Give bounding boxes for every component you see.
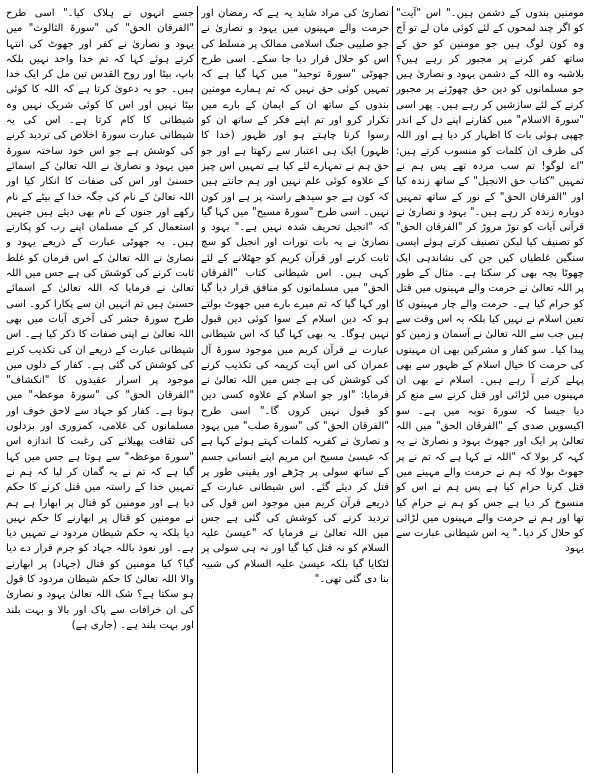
text-column-right: [396, 6, 584, 773]
text-column-left: [6, 6, 194, 773]
column-text: مومنین بندوں کے دشمن ہیں۔" اس "آیت" کو اگر چند لمحوں کے لئے کوئی مان لے تو آج وہ کون لوگ ہیں جو مومنین کو حق کے ساتھ کفر کرنے پر مجبور کر رہے ہیں؟ بلاشبہ وہ اللہ کے دشمن یہود و نصاریٰ ہیں جو مسلمانوں کو دین حق چھوڑنے پر مجبور کرنے کے لئے سازشیں کر رہے ہیں۔ پھر اسی "سورۃ الاسلام" میں کفارنے اپنے دل کے اندر چھپی ہوئی بات کا اظہار کر دیا ہے اور اللہ کی طرف ان کلمات کو منسوب کرتے ہیں: "اے لوگو! تم سب مردہ تھے پس ہم نے تمہیں "کتاب حق الانجیل" کے ساتھ زندہ کیا اور "الفرقان الحق" کے نور کے ساتھ تمہیں دوبارہ زندہ کر رہے ہیں۔" یہود و نصاریٰ نے قرآنی آیات کو توڑ مروڑ کر "الفرقان الحق" کو تصنیف کیا لیکن تصنیف کرتے ہوئے ایسی سنگین غلطیاں کیں جن کی نشاندہی ایک چھوٹا بچہ بھی کر سکتا ہے۔ مثال کے طور پر اللہ تعالیٰ نے حرمت والے مہینوں میں قتل کو حرام کیا ہے۔ حرمت والے چار مہینوں کا تعین اسلام نے نہیں کیا بلکہ یہ اس وقت سے ہیں جب سے اللہ تعالیٰ نے آسمان و زمین کو پیدا کیا۔ سو کفار و مشرکین بھی ان مہینوں کی حرمت کا خیال اسلام کے ظہور سے بھی پہلے کرتے آ رہے ہیں۔ اسلام نے بھی ان مہینوں میں لڑائی اور قتل کرنے سے منع کر دیا جیسا کہ سورۃ توبہ میں ہے۔ سو اکیسویں صدی کے "الفرقان الحق" میں اللہ تعالیٰ پر ایک اور جھوٹ یہود و نصاریٰ نے یہ کہہ کر بولا کہ "اللہ نے کہا ہے کہ تم نے پر جھوٹ بولا کہ ہم نے حرمت والے مہینے میں قتل کرنا حرام کیا ہے پس ہم نے اس کو منسوخ کر دیا ہے جس کو ہم نے حرام کیا تھا اور ہم نے حرمت والے مہینوں میں لڑائی کو حلال کر دیا۔" یہ اس شیطانی عبارت سے یہود: [396, 8, 584, 555]
column-text: نصاریٰ کی مراد شاید یہ ہے کہ رمضان اور حرمت والے مہینوں میں یہود و نصاریٰ نے جو صلیبی جنگ اسلامی ممالک پر مسلط کی اس کو حلال قرار دیا جا سکے۔ اسی طرح جھوٹی "سورۃ توحید" میں کہا گیا ہے کہ تمہیں کوئی حق نہیں کہ تم ہمارے مومنین بندوں کے ساتھ ان کے ایمان کے بارے میں تکرار کرو اور تم اپنے فکر کے ساتھ ان کو رسوا کرنا چاہتے ہو اور ظہور (خدا کا ظہور) ایک ہی اعتبار سے رکھتا ہے اور جو حق ہم نے تمہارے لئے کیا ہے تمہیں اس چیز کے علاوہ کوئی علم نہیں اور ہم جانتے ہیں کہ کون ہے جو سیدھے راستہ پر ہے اور کون نہیں۔ اسی طرح "سورۃ مسیح" میں کہا گیا کہ "انجیل تحریف شدہ نہیں ہے۔" یہود و نصاریٰ نے یہ بات تورات اور انجیل کو سچ ثابت کرنے اور قرآن کریم کو جھٹلانے کے لئے کہی ہیں۔ اس شیطانی کتاب "الفرقان الحق" میں مسلمانوں کو منافق قرار دیا گیا اور کہا گیا کہ تم میرے بارے میں جھوٹ بولتے ہو کہ دین اسلام کے سوا کوئی دین قبول نہیں ہوگا۔ یہ بھی کہا گیا کہ اس شیطانی عبارت نے قرآن کریم میں موجود سورۃ آل عمران کی اس آیت کریمہ کی تکذیب کرنے کی کوشش کی ہے جس میں اللہ تعالیٰ نے فرمایا: "اور جو اسلام کے علاوہ کسی دین کو قبول نہیں کروں گا۔" اسی طرح "الفرقان الحق" کی "سورۃ صلب" میں یہود و نصاریٰ نے کفریہ کلمات کہتے ہوئے کہا ہے کہ عیسیٰ مسیح ابن مریم اپنے انسانی جسم کے ساتھ سولی پر چڑھے اور یقینی طور پر قتل کر دیئے گئے۔ اس شیطانی عبارت کے ذریعے قرآن کریم میں موجود اس قول کی تردید کرنے کی کوشش کی گئی ہے جس میں اللہ تعالیٰ نے فرمایا کہ "عیسیٰ علیہ السلام کو نہ قتل کیا گیا اور نہ ہی سولی پر لٹکایا گیا بلکہ عیسیٰ علیہ السلام کی شبیہ بنا دی گئی تھی۔": [201, 8, 389, 585]
text-column-middle: [201, 6, 389, 773]
column-divider: [197, 6, 198, 773]
column-divider: [392, 6, 393, 773]
column-text: جسے انہوں نے ہلاک کیا۔" اسی طرح "الفرقان الحق" کی "سورۃ الثالوث" میں یہود و نصاریٰ نے کفر اور جھوٹ کی انتہا کرتے ہوئے کہا کہ تم خدا واحد نہیں بلکہ باپ، بیٹا اور روح القدس تین مل کر ایک خدا ہیں۔ جو یہ دعویٰ کرتا ہے کہ اللہ کا کوئی بیٹا نہیں اور اس کا کوئی شریک نہیں وہ شیطانی کا کام کرتا ہے۔ اس کی یہ شیطانی عبارت سورۃ اخلاص کی تردید کرنے کی کوشش ہے جو اس خود ساختہ سورۃ میں یہود و نصاریٰ نے اللہ تعالیٰ کے اسمائے حسنیٰ اور اس کی صفات کا انکار کیا اور اللہ تعالیٰ کے نام کی جگہ خدا کے بیٹے کے نام رکھے اور جنوں کے نام بھی دیئے ہیں جنہیں استعمال کر کے مسلمان اپنے رب کو پکارتے ہیں۔ یہ جھوٹی عبارت کے ذریعے یہود و نصاریٰ نے اللہ تعالیٰ کے اس فرمان کو غلط ثابت کرنے کی کوشش کی ہے جس میں اللہ تعالیٰ نے فرمایا کہ اللہ تعالیٰ کے اسمائے حسنیٰ ہیں تم انہیں ان سے پکارا کرو۔ اسی طرح سورۃ حشر کی آخری آیات میں بھی اللہ تعالیٰ نے اپنی صفات کا ذکر کیا ہے۔ اس شیطانی عبارت کے ذریعے ان کی تکذیب کرنے کی کوشش کی گئی ہے۔ کفار کے دلوں میں موجود پر اسرار عقیدوں کا "انکشاف" "الفرقان الحق" کی "سورۃ موعظہ" میں ہوتا ہے۔ کفار کو جہاد سے لاحق خوف اور مسلمانوں کی غلامی، کمزوری اور بزدلوں کی ثقافت پھیلانے کی رغبت کا اندازہ اس "سورۃ موعظہ" سے ہوتا ہے جس میں کہا گیا ہے کہ تم نے یہ گمان کر لیا کہ ہم نے تمہیں خدا کے راستہ میں قتل کرنے کا حکم دیا ہے اور مومنین کو قتال پر ابھارا ہے ہم نے مومنین کو قتال پر ابھارنے کا حکم نہیں دیا بلکہ یہ حکم شیطان مردود نے تمہیں دیا ہے۔ اور نعوذ باللہ جہاد کو جرم قرار دے دیا گیا؟ کیا مومنین کو قتال (جہاد) پر ابھارنے والا اللہ تعالیٰ کا حکم شیطان مردود کا قول ہو سکتا ہے؟ شک اللہ تعالیٰ یہود و نصاریٰ کی ان خرافات سے پاک اور بالا و بہت بلند اور بہت بلند ہے۔ (جاری ہے): [6, 8, 194, 631]
